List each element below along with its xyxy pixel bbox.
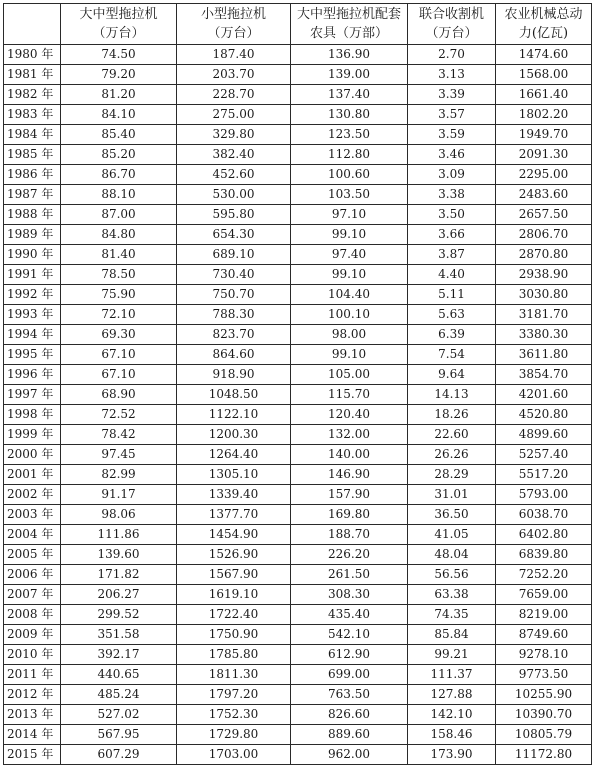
total-power-cell: 2657.50: [496, 205, 592, 225]
small-tractors-cell: 1619.10: [177, 585, 291, 605]
large-tractors-cell: 78.50: [61, 265, 177, 285]
implements-cell: 226.20: [291, 545, 408, 565]
total-power-cell: 6038.70: [496, 505, 592, 525]
total-power-cell: 3854.70: [496, 365, 592, 385]
table-row: [4, 545, 592, 565]
year-cell: 2002 年: [4, 485, 61, 505]
small-tractors-cell: 654.30: [177, 225, 291, 245]
year-cell: 1998 年: [4, 405, 61, 425]
combine-harvesters-cell: 127.88: [408, 685, 496, 705]
large-tractors-cell: 78.42: [61, 425, 177, 445]
implements-cell: 137.40: [291, 85, 408, 105]
small-tractors-cell: 1377.70: [177, 505, 291, 525]
small-tractors-cell: 1567.90: [177, 565, 291, 585]
table-row: [4, 645, 592, 665]
implements-cell: 123.50: [291, 125, 408, 145]
total-power-cell: 3611.80: [496, 345, 592, 365]
implements-cell: 100.10: [291, 305, 408, 325]
small-tractors-cell: 1811.30: [177, 665, 291, 685]
table-row: [4, 165, 592, 185]
combine-harvesters-cell: 56.56: [408, 565, 496, 585]
total-power-cell: 2483.60: [496, 185, 592, 205]
header-line: 农业机械总动: [504, 7, 583, 22]
year-cell: 1980 年: [4, 45, 61, 65]
combine-harvesters-cell: 74.35: [408, 605, 496, 625]
table-row: [4, 725, 592, 745]
small-tractors-cell: 595.80: [177, 205, 291, 225]
large-tractors-cell: 91.17: [61, 485, 177, 505]
small-tractors-cell: 1305.10: [177, 465, 291, 485]
implements-cell: 115.70: [291, 385, 408, 405]
year-cell: 1983 年: [4, 105, 61, 125]
implements-cell: 612.90: [291, 645, 408, 665]
implements-cell: 97.40: [291, 245, 408, 265]
total-power-cell: 1661.40: [496, 85, 592, 105]
table-row: [4, 325, 592, 345]
large-tractors-cell: 82.99: [61, 465, 177, 485]
year-cell: 2001 年: [4, 465, 61, 485]
total-power-cell: 7252.20: [496, 565, 592, 585]
year-cell: 1992 年: [4, 285, 61, 305]
combine-harvesters-cell: 3.46: [408, 145, 496, 165]
table-row: [4, 265, 592, 285]
large-tractors-cell: 68.90: [61, 385, 177, 405]
year-cell: 1985 年: [4, 145, 61, 165]
small-tractors-cell: 228.70: [177, 85, 291, 105]
year-cell: 2011 年: [4, 665, 61, 685]
small-tractors-cell: 275.00: [177, 105, 291, 125]
large-tractors-cell: 72.10: [61, 305, 177, 325]
combine-harvesters-cell: 3.87: [408, 245, 496, 265]
total-power-cell: 10805.79: [496, 725, 592, 745]
large-tractors-cell: 88.10: [61, 185, 177, 205]
implements-cell: 98.00: [291, 325, 408, 345]
large-tractors-cell: 139.60: [61, 545, 177, 565]
large-tractors-cell: 84.80: [61, 225, 177, 245]
implements-cell: 826.60: [291, 705, 408, 725]
implements-cell: 140.00: [291, 445, 408, 465]
combine-harvesters-cell: 3.57: [408, 105, 496, 125]
header-combine-harvesters: [408, 4, 496, 45]
table-row: [4, 525, 592, 545]
small-tractors-cell: 1264.40: [177, 445, 291, 465]
large-tractors-cell: 69.30: [61, 325, 177, 345]
large-tractors-cell: 206.27: [61, 585, 177, 605]
total-power-cell: 3030.80: [496, 285, 592, 305]
header-line: （万台）: [92, 26, 145, 41]
header-line: 大中型拖拉机配套: [296, 7, 401, 22]
table-row: [4, 45, 592, 65]
small-tractors-cell: 1797.20: [177, 685, 291, 705]
table-body: [4, 45, 592, 765]
small-tractors-cell: 823.70: [177, 325, 291, 345]
combine-harvesters-cell: 111.37: [408, 665, 496, 685]
combine-harvesters-cell: 3.13: [408, 65, 496, 85]
total-power-cell: 2091.30: [496, 145, 592, 165]
year-cell: 1996 年: [4, 365, 61, 385]
year-cell: 1987 年: [4, 185, 61, 205]
large-tractors-cell: 79.20: [61, 65, 177, 85]
large-tractors-cell: 85.20: [61, 145, 177, 165]
table-row: [4, 385, 592, 405]
combine-harvesters-cell: 4.40: [408, 265, 496, 285]
combine-harvesters-cell: 48.04: [408, 545, 496, 565]
year-cell: 1991 年: [4, 265, 61, 285]
small-tractors-cell: 1048.50: [177, 385, 291, 405]
table-row: [4, 185, 592, 205]
combine-harvesters-cell: 5.11: [408, 285, 496, 305]
header-large-tractors: [61, 4, 177, 45]
large-tractors-cell: 67.10: [61, 345, 177, 365]
implements-cell: 97.10: [291, 205, 408, 225]
table-row: [4, 145, 592, 165]
year-cell: 1993 年: [4, 305, 61, 325]
implements-cell: 136.90: [291, 45, 408, 65]
large-tractors-cell: 86.70: [61, 165, 177, 185]
large-tractors-cell: 171.82: [61, 565, 177, 585]
combine-harvesters-cell: 3.59: [408, 125, 496, 145]
header-total-power: [496, 4, 592, 45]
large-tractors-cell: 81.40: [61, 245, 177, 265]
header-line: （万台）: [425, 26, 478, 41]
table-row: [4, 425, 592, 445]
combine-harvesters-cell: 41.05: [408, 525, 496, 545]
total-power-cell: 5793.00: [496, 485, 592, 505]
small-tractors-cell: 329.80: [177, 125, 291, 145]
table-row: [4, 745, 592, 765]
table-row: [4, 465, 592, 485]
small-tractors-cell: 788.30: [177, 305, 291, 325]
small-tractors-cell: 1750.90: [177, 625, 291, 645]
implements-cell: 99.10: [291, 345, 408, 365]
implements-cell: 99.10: [291, 225, 408, 245]
total-power-cell: 2870.80: [496, 245, 592, 265]
small-tractors-cell: 1200.30: [177, 425, 291, 445]
year-cell: 1989 年: [4, 225, 61, 245]
year-cell: 2004 年: [4, 525, 61, 545]
year-cell: 1997 年: [4, 385, 61, 405]
total-power-cell: 4520.80: [496, 405, 592, 425]
header-line: 大中型拖拉机: [79, 7, 158, 22]
combine-harvesters-cell: 6.39: [408, 325, 496, 345]
header-line: 小型拖拉机: [200, 7, 266, 22]
combine-harvesters-cell: 5.63: [408, 305, 496, 325]
implements-cell: 104.40: [291, 285, 408, 305]
large-tractors-cell: 607.29: [61, 745, 177, 765]
large-tractors-cell: 98.06: [61, 505, 177, 525]
total-power-cell: 6402.80: [496, 525, 592, 545]
header-row: [4, 4, 592, 45]
combine-harvesters-cell: 158.46: [408, 725, 496, 745]
total-power-cell: 5517.20: [496, 465, 592, 485]
small-tractors-cell: 452.60: [177, 165, 291, 185]
small-tractors-cell: 918.90: [177, 365, 291, 385]
combine-harvesters-cell: 3.66: [408, 225, 496, 245]
table-row: [4, 665, 592, 685]
total-power-cell: 6839.80: [496, 545, 592, 565]
total-power-cell: 11172.80: [496, 745, 592, 765]
total-power-cell: 10390.70: [496, 705, 592, 725]
year-cell: 1982 年: [4, 85, 61, 105]
total-power-cell: 4201.60: [496, 385, 592, 405]
small-tractors-cell: 203.70: [177, 65, 291, 85]
year-cell: 2003 年: [4, 505, 61, 525]
implements-cell: 105.00: [291, 365, 408, 385]
large-tractors-cell: 81.20: [61, 85, 177, 105]
header-line: 农具（万部）: [309, 26, 388, 41]
combine-harvesters-cell: 31.01: [408, 485, 496, 505]
large-tractors-cell: 485.24: [61, 685, 177, 705]
total-power-cell: 5257.40: [496, 445, 592, 465]
combine-harvesters-cell: 63.38: [408, 585, 496, 605]
year-cell: 2012 年: [4, 685, 61, 705]
header-year: [4, 4, 61, 45]
large-tractors-cell: 97.45: [61, 445, 177, 465]
combine-harvesters-cell: 7.54: [408, 345, 496, 365]
large-tractors-cell: 85.40: [61, 125, 177, 145]
small-tractors-cell: 730.40: [177, 265, 291, 285]
table-row: [4, 205, 592, 225]
total-power-cell: 4899.60: [496, 425, 592, 445]
table-row: [4, 65, 592, 85]
table-header: [4, 4, 592, 45]
total-power-cell: 9278.10: [496, 645, 592, 665]
large-tractors-cell: 84.10: [61, 105, 177, 125]
table-row: [4, 305, 592, 325]
implements-cell: 169.80: [291, 505, 408, 525]
small-tractors-cell: 1526.90: [177, 545, 291, 565]
implements-cell: 139.00: [291, 65, 408, 85]
agricultural-machinery-table: [3, 3, 592, 765]
year-cell: 2005 年: [4, 545, 61, 565]
small-tractors-cell: 1752.30: [177, 705, 291, 725]
small-tractors-cell: 1339.40: [177, 485, 291, 505]
combine-harvesters-cell: 3.38: [408, 185, 496, 205]
implements-cell: 112.80: [291, 145, 408, 165]
small-tractors-cell: 187.40: [177, 45, 291, 65]
table-row: [4, 125, 592, 145]
small-tractors-cell: 382.40: [177, 145, 291, 165]
total-power-cell: 1474.60: [496, 45, 592, 65]
total-power-cell: 10255.90: [496, 685, 592, 705]
large-tractors-cell: 440.65: [61, 665, 177, 685]
implements-cell: 699.00: [291, 665, 408, 685]
table-row: [4, 225, 592, 245]
large-tractors-cell: 351.58: [61, 625, 177, 645]
year-cell: 1990 年: [4, 245, 61, 265]
table-row: [4, 445, 592, 465]
large-tractors-cell: 75.90: [61, 285, 177, 305]
small-tractors-cell: 1729.80: [177, 725, 291, 745]
table-row: [4, 485, 592, 505]
combine-harvesters-cell: 9.64: [408, 365, 496, 385]
total-power-cell: 1949.70: [496, 125, 592, 145]
large-tractors-cell: 111.86: [61, 525, 177, 545]
implements-cell: 542.10: [291, 625, 408, 645]
small-tractors-cell: 689.10: [177, 245, 291, 265]
implements-cell: 130.80: [291, 105, 408, 125]
implements-cell: 132.00: [291, 425, 408, 445]
large-tractors-cell: 72.52: [61, 405, 177, 425]
table-row: [4, 345, 592, 365]
implements-cell: 99.10: [291, 265, 408, 285]
header-line: 联合收割机: [418, 7, 484, 22]
combine-harvesters-cell: 2.70: [408, 45, 496, 65]
table-row: [4, 705, 592, 725]
implements-cell: 261.50: [291, 565, 408, 585]
header-line: （万台）: [207, 26, 260, 41]
combine-harvesters-cell: 22.60: [408, 425, 496, 445]
year-cell: 1994 年: [4, 325, 61, 345]
combine-harvesters-cell: 173.90: [408, 745, 496, 765]
year-cell: 1988 年: [4, 205, 61, 225]
total-power-cell: 2938.90: [496, 265, 592, 285]
total-power-cell: 9773.50: [496, 665, 592, 685]
implements-cell: 103.50: [291, 185, 408, 205]
small-tractors-cell: 1122.10: [177, 405, 291, 425]
table-row: [4, 85, 592, 105]
small-tractors-cell: 1454.90: [177, 525, 291, 545]
header-implements: [291, 4, 408, 45]
total-power-cell: 1802.20: [496, 105, 592, 125]
total-power-cell: 2806.70: [496, 225, 592, 245]
combine-harvesters-cell: 26.26: [408, 445, 496, 465]
combine-harvesters-cell: 3.09: [408, 165, 496, 185]
small-tractors-cell: 1703.00: [177, 745, 291, 765]
combine-harvesters-cell: 3.39: [408, 85, 496, 105]
large-tractors-cell: 74.50: [61, 45, 177, 65]
table-row: [4, 505, 592, 525]
total-power-cell: 7659.00: [496, 585, 592, 605]
total-power-cell: 3181.70: [496, 305, 592, 325]
table-row: [4, 405, 592, 425]
implements-cell: 962.00: [291, 745, 408, 765]
year-cell: 2000 年: [4, 445, 61, 465]
header-small-tractors: [177, 4, 291, 45]
implements-cell: 146.90: [291, 465, 408, 485]
combine-harvesters-cell: 36.50: [408, 505, 496, 525]
implements-cell: 120.40: [291, 405, 408, 425]
year-cell: 2009 年: [4, 625, 61, 645]
combine-harvesters-cell: 14.13: [408, 385, 496, 405]
year-cell: 2013 年: [4, 705, 61, 725]
year-cell: 1999 年: [4, 425, 61, 445]
total-power-cell: 2295.00: [496, 165, 592, 185]
implements-cell: 157.90: [291, 485, 408, 505]
total-power-cell: 1568.00: [496, 65, 592, 85]
year-cell: 2007 年: [4, 585, 61, 605]
total-power-cell: 3380.30: [496, 325, 592, 345]
table-row: [4, 585, 592, 605]
table-row: [4, 105, 592, 125]
large-tractors-cell: 299.52: [61, 605, 177, 625]
large-tractors-cell: 567.95: [61, 725, 177, 745]
combine-harvesters-cell: 28.29: [408, 465, 496, 485]
table-row: [4, 565, 592, 585]
small-tractors-cell: 1722.40: [177, 605, 291, 625]
table-row: [4, 685, 592, 705]
year-cell: 1981 年: [4, 65, 61, 85]
total-power-cell: 8219.00: [496, 605, 592, 625]
combine-harvesters-cell: 142.10: [408, 705, 496, 725]
year-cell: 1986 年: [4, 165, 61, 185]
table-row: [4, 285, 592, 305]
small-tractors-cell: 1785.80: [177, 645, 291, 665]
large-tractors-cell: 527.02: [61, 705, 177, 725]
year-cell: 1995 年: [4, 345, 61, 365]
table-row: [4, 365, 592, 385]
small-tractors-cell: 530.00: [177, 185, 291, 205]
implements-cell: 308.30: [291, 585, 408, 605]
combine-harvesters-cell: 18.26: [408, 405, 496, 425]
year-cell: 2008 年: [4, 605, 61, 625]
large-tractors-cell: 67.10: [61, 365, 177, 385]
year-cell: 2015 年: [4, 745, 61, 765]
small-tractors-cell: 750.70: [177, 285, 291, 305]
combine-harvesters-cell: 85.84: [408, 625, 496, 645]
year-cell: 2014 年: [4, 725, 61, 745]
implements-cell: 435.40: [291, 605, 408, 625]
header-line: 力(亿瓦): [518, 26, 569, 41]
implements-cell: 100.60: [291, 165, 408, 185]
year-cell: 2006 年: [4, 565, 61, 585]
table-row: [4, 625, 592, 645]
implements-cell: 763.50: [291, 685, 408, 705]
small-tractors-cell: 864.60: [177, 345, 291, 365]
combine-harvesters-cell: 99.21: [408, 645, 496, 665]
table-row: [4, 245, 592, 265]
total-power-cell: 8749.60: [496, 625, 592, 645]
year-cell: 2010 年: [4, 645, 61, 665]
large-tractors-cell: 87.00: [61, 205, 177, 225]
implements-cell: 889.60: [291, 725, 408, 745]
large-tractors-cell: 392.17: [61, 645, 177, 665]
table-row: [4, 605, 592, 625]
implements-cell: 188.70: [291, 525, 408, 545]
year-cell: 1984 年: [4, 125, 61, 145]
combine-harvesters-cell: 3.50: [408, 205, 496, 225]
